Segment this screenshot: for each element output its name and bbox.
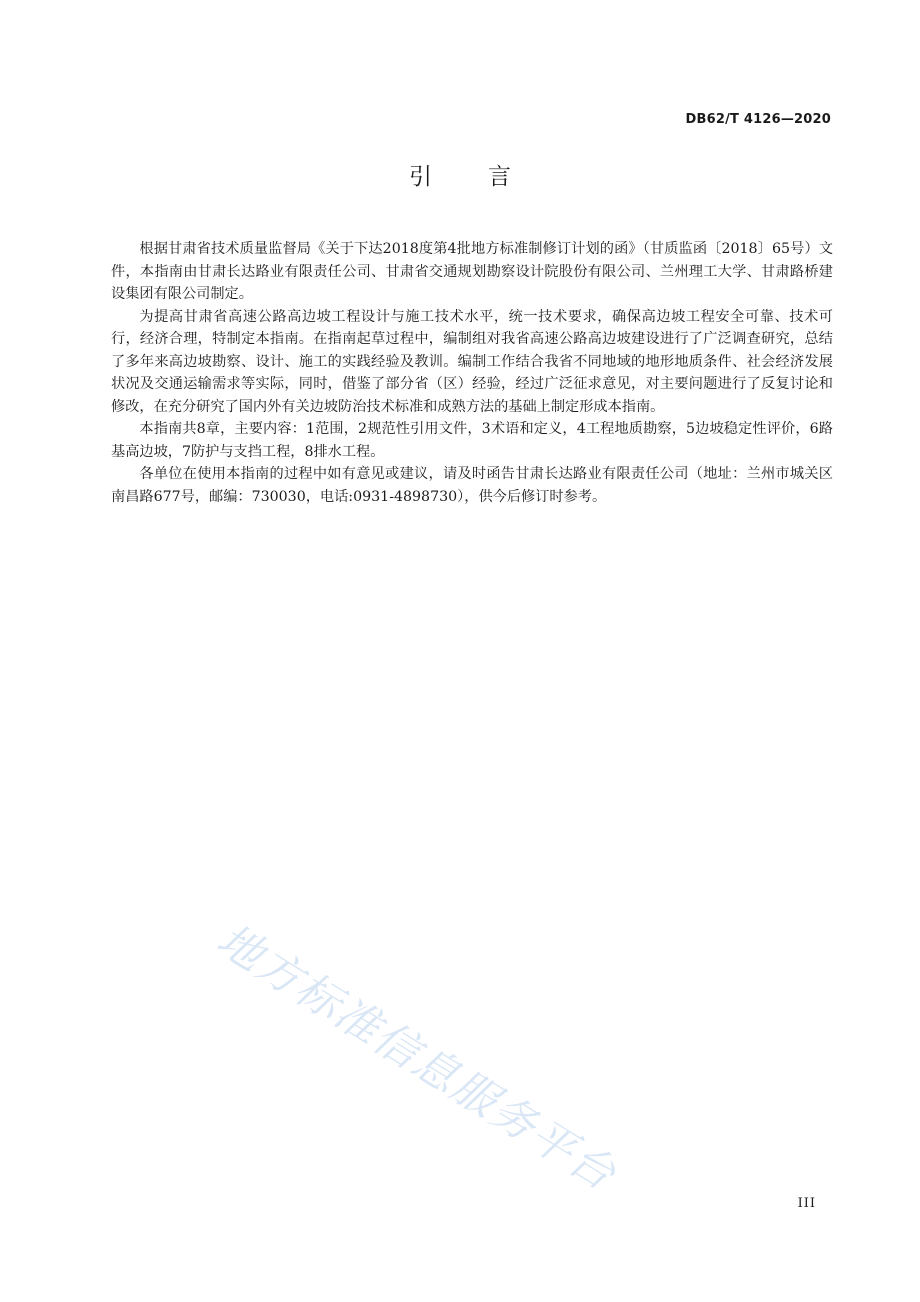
paragraph-2: 为提高甘肃省高速公路高边坡工程设计与施工技术水平，统一技术要求，确保高边坡工程安全可靠、技术可行，经济合理，特制定本指南。在指南起草过程中，编制组对我省高速公路高边坡建设进行了广泛调查研究，总结了多年来高边坡勘察、设计、施工的实践经验及教训。编制工作结合我省不同地域的地形地质条件、社会经济发展状况及交通运输需求等实际，同时，借鉴了部分省（区）经验，经过广泛征求意见，对主要问题进行了反复讨论和修改，在充分研究了国内外有关边坡防治技术标准和成熟方法的基础上制定形成本指南。 <box>111 308 833 415</box>
paragraph-1: 根据甘肃省技术质量监督局《关于下达2018度第4批地方标准制修订计划的函》（甘质监函〔2018〕65号）文件，本指南由甘肃长达路业有限责任公司、甘肃省交通规划勘察设计院股份有限公司、兰州理工大学、甘肃路桥建设集团有限公司制定。 <box>111 241 833 302</box>
body-text <box>111 238 833 508</box>
page-title <box>0 158 920 191</box>
watermark: 地方标准信息服务平台 <box>208 914 626 1202</box>
title-char-2: 言 <box>488 164 511 190</box>
paragraph-4: 各单位在使用本指南的过程中如有意见或建议，请及时函告甘肃长达路业有限责任公司（地址：兰州市城关区南昌路677号，邮编：730030，电话:0931-4898730），供今后修订时参考。 <box>111 466 833 505</box>
document-code: DB62/T 4126—2020 <box>685 112 831 127</box>
title-char-1: 引 <box>409 164 432 190</box>
page-number: III <box>797 1196 816 1211</box>
paragraph-3: 本指南共8章，主要内容：1范围，2规范性引用文件，3术语和定义，4工程地质勘察，5边坡稳定性评价，6路基高边坡，7防护与支挡工程，8排水工程。 <box>111 421 833 460</box>
